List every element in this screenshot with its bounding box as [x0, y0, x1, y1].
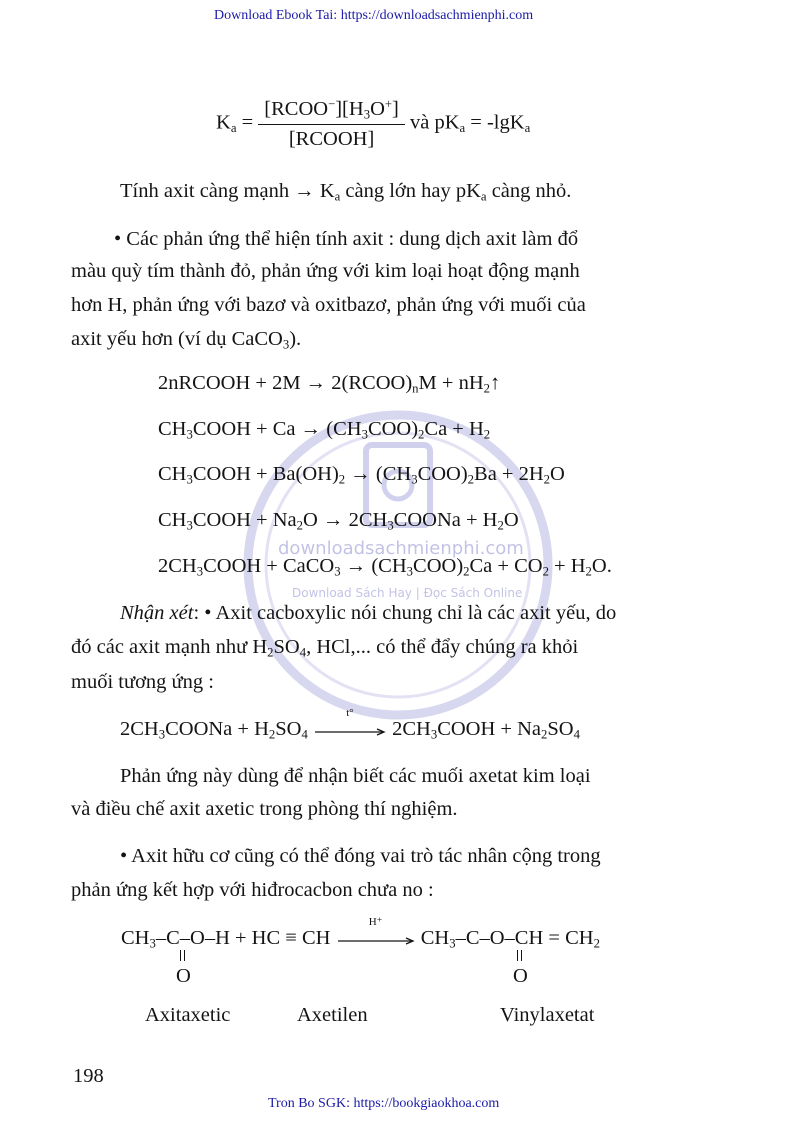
- acetat-line2: và điều chế axit axetic trong phòng thí nghiệm.: [71, 798, 458, 820]
- page-number: 198: [73, 1065, 104, 1087]
- reaction-5: $2CH_3COOH$ + CaCO$_3$ → $(CH_3COO)_2Ca + CO_2 + H_2O$.: [158, 555, 612, 579]
- ka-fraction: $\frac{[RCOO^-][H_3O^+]}{\text{[RCOOH]}}$: [258, 98, 405, 150]
- reaction-4: $CH_3COOH + Na_2O$ → $2CH_3COONa + H_2O$: [158, 509, 519, 533]
- double-bond-left: [180, 950, 185, 961]
- footer-link[interactable]: Tron Bo SGK: https://bookgiaokhoa.com: [268, 1096, 500, 1111]
- name-axetilen: Axetilen: [297, 1004, 368, 1026]
- addition-line1: • Axit hữu cơ cũng có thể đóng vai trò tác nhân cộng trong: [120, 845, 601, 867]
- acid-strength-text: Tính axit càng mạnh → $K_a$ càng lớn hay $pK_a$ càng nhỏ.: [120, 180, 572, 204]
- reaction-2: $CH_3COOH + Ca \to (CH_3COO)_2Ca + H_2$: [158, 418, 491, 442]
- carbonyl-o-right: O: [513, 965, 528, 987]
- reaction-3: $CH_3COOH + Ba(OH)_2 \to (CH_3COO)_2Ba + 2H_2O$: [158, 463, 565, 487]
- watermark-subtext: Download Sách Hay | Đọc Sách Online: [292, 586, 523, 600]
- para1-line3: hơn H, phản ứng với bazơ và oxitbazơ, phản ứng với muối của: [71, 294, 586, 316]
- remark-line2: đó các axit mạnh như $H_2SO_4$, HCl,... có thể đẩy chúng ra khỏi: [71, 636, 579, 660]
- catalyst-arrow: H⁺: [336, 929, 416, 949]
- header-link[interactable]: Download Ebook Tai: https://downloadsachmienphi.com: [214, 8, 534, 23]
- watermark-text: downloadsachmienphi.com: [278, 538, 524, 559]
- name-vinylaxetat: Vinylaxetat: [500, 1004, 595, 1026]
- double-bond-right: [517, 950, 522, 961]
- remark-label: Nhận xét: [120, 602, 194, 624]
- acetat-line1: Phản ứng này dùng để nhận biết các muối axetat kim loại: [120, 765, 591, 787]
- carbonyl-o-left: O: [176, 965, 191, 987]
- remark-line3: muối tương ứng :: [71, 671, 214, 693]
- ka-formula: $K_a$ = $\frac{[RCOO^-][H_3O^+]}{\text{[RCOOH]}}$ và $pK_a = -\lg K_a$: [216, 97, 531, 151]
- addition-line2: phản ứng kết hợp với hiđrocacbon chưa no :: [71, 879, 434, 901]
- para1-line4: axit yếu hơn (ví dụ CaCO$_3$).: [71, 328, 302, 352]
- name-axitaxetic: Axitaxetic: [145, 1004, 231, 1026]
- remark-line1: Nhận xét: • Axit cacboxylic nói chung chỉ là các axit yếu, do: [120, 602, 617, 624]
- reaction-1: 2nRCOOH + $2M \to 2(RCOO)_nM$ + $nH_2↑$: [158, 372, 501, 396]
- para1-line1: • Các phản ứng thể hiện tính axit : dung dịch axit làm đổ: [114, 228, 579, 250]
- para1-line2: màu quỳ tím thành đỏ, phản ứng với kim loại hoạt động mạnh: [71, 260, 580, 282]
- reaction-h2so4: $2CH_3COONa + H_2SO_4$ t° $2CH_3COOH + Na_2SO_4$: [120, 707, 580, 742]
- reaction-vinyl: $CH_3-C-O-H$ + HC ≡ CH H⁺ $CH_3-C-O-CH = CH_2$: [121, 916, 600, 951]
- heat-arrow: t°: [313, 720, 387, 740]
